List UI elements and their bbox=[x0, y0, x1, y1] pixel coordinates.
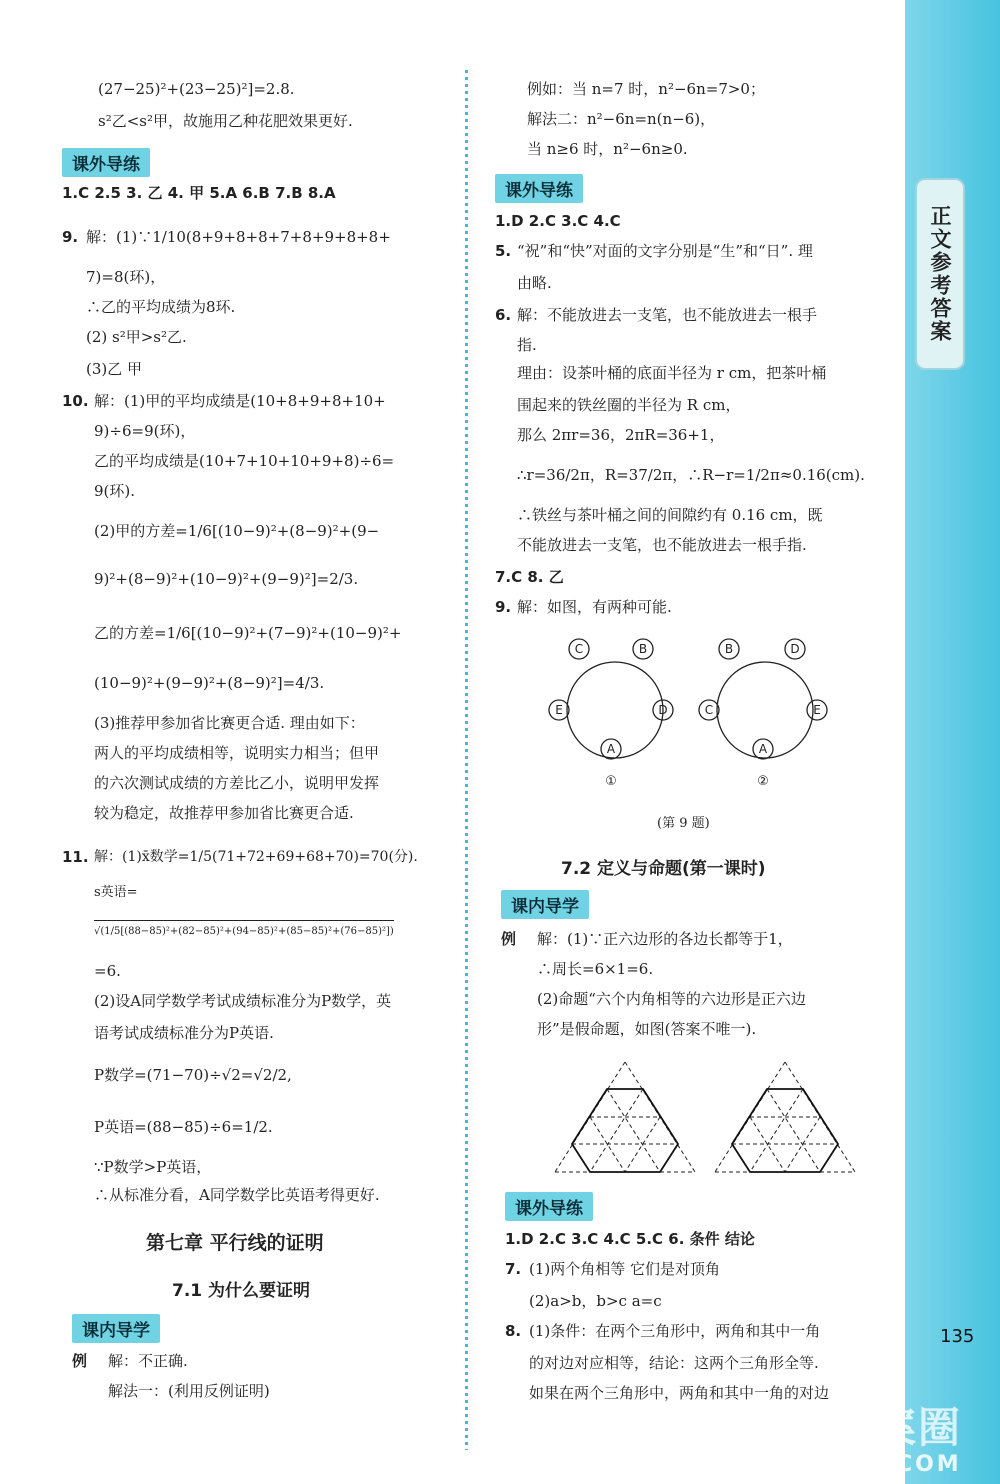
text-line: 形”是假命题，如图(答案不唯一). bbox=[537, 1020, 757, 1038]
fig1-label: C bbox=[574, 642, 584, 656]
triangle-grid-figure bbox=[545, 1052, 875, 1182]
section-tag: 课外导练 bbox=[505, 1192, 593, 1221]
text-line: P数学=(71−70)÷√2=√2/2, bbox=[94, 1066, 292, 1084]
text-line: 由略. bbox=[517, 274, 552, 292]
fig1-label: D bbox=[658, 703, 668, 717]
fig1-label: A bbox=[606, 742, 616, 756]
text-line: 解：(1)甲的平均成绩是(10+8+9+8+10+ bbox=[94, 392, 386, 410]
figure-caption: (第 9 题) bbox=[657, 816, 710, 831]
fig2-number: ② bbox=[757, 774, 769, 789]
text-line: (1)两个角相等 它们是对顶角 bbox=[529, 1260, 721, 1278]
text-line: 理由：设茶叶桶的底面半径为 r cm，把茶叶桶 bbox=[517, 364, 827, 382]
question-number: 6. bbox=[495, 306, 512, 324]
text-line: =6. bbox=[94, 962, 121, 980]
text-line: 例如：当 n=7 时，n²−6n=7>0； bbox=[527, 80, 765, 98]
text-line: (2) s²甲>s²乙. bbox=[86, 328, 187, 346]
answer-row: 1.D 2.C 3.C 4.C bbox=[495, 212, 621, 230]
text-line: 两人的平均成绩相等，说明实力相当；但甲 bbox=[94, 744, 380, 762]
text-line: ∴周长=6×1=6. bbox=[537, 960, 654, 978]
text-line: 较为稳定，故推荐甲参加省比赛更合适. bbox=[94, 804, 354, 822]
answer-row: 1.C 2.5 3. 乙 4. 甲 5.A 6.B 7.B 8.A bbox=[62, 184, 336, 202]
question-number: 9. bbox=[62, 228, 79, 246]
text-line: (10−9)²+(9−9)²+(8−9)²]=4/3. bbox=[94, 674, 325, 692]
fig2-label: A bbox=[758, 742, 768, 756]
text-line: √(1/5[(88−85)²+(82−85)²+(94−85)²+(85−85)²+(76−85)²]) bbox=[94, 920, 394, 943]
text-line: ∴从标准分看，A同学数学比英语考得更好. bbox=[94, 1186, 380, 1204]
question-number: 8. bbox=[505, 1322, 522, 1340]
question-number: 7. bbox=[505, 1260, 522, 1278]
answer-row: 1.D 2.C 3.C 4.C 5.C 6. 条件 结论 bbox=[505, 1230, 755, 1248]
text-line: 7)=8(环)， bbox=[86, 268, 166, 286]
side-tab-label: 正文参考答案 bbox=[915, 178, 965, 370]
text-line: 解：(1)x̄数学=1/5(71+72+69+68+70)=70(分). bbox=[94, 849, 418, 865]
text-line: ∵P数学>P英语， bbox=[94, 1158, 212, 1176]
fig2-label: E bbox=[813, 703, 821, 717]
section-tag: 课内导学 bbox=[501, 890, 589, 919]
question-number: 11. bbox=[62, 848, 89, 866]
text-line: (3)推荐甲参加省比赛更合适. 理由如下： bbox=[94, 714, 365, 732]
question-number: 9. bbox=[495, 598, 512, 616]
text-line: 解法二：n²−6n=n(n−6)， bbox=[527, 110, 716, 128]
text-line: s²乙<s²甲，故施用乙种花肥效果更好. bbox=[98, 112, 353, 130]
text-line: 围起来的铁丝圈的半径为 R cm， bbox=[517, 396, 741, 414]
answer-row: 7.C 8. 乙 bbox=[495, 568, 564, 586]
fig1-label: B bbox=[638, 642, 648, 656]
text-line: 如果在两个三角形中，两角和其中一角的对边 bbox=[529, 1384, 830, 1402]
page-number: 135 bbox=[940, 1326, 975, 1347]
text-line: 解：不能放进去一支笔，也不能放进去一根手 bbox=[517, 306, 818, 324]
text-line: 的六次测试成绩的方差比乙小，说明甲发挥 bbox=[94, 774, 380, 792]
text-line: s英语= bbox=[94, 885, 138, 900]
text-line: 解法一：(利用反例证明) bbox=[108, 1382, 270, 1400]
text-line: “祝”和“快”对面的文字分别是“生”和“日”. 理 bbox=[517, 242, 813, 260]
fig1-label: E bbox=[555, 703, 563, 717]
text-line: (2)甲的方差=1/6[(10−9)²+(8−9)²+(9− bbox=[94, 522, 380, 540]
text-line: ∴r=36/2π，R=37/2π，∴R−r=1/2π≈0.16(cm). bbox=[517, 466, 865, 484]
text-line: (2)命题“六个内角相等的六边形是正六边 bbox=[537, 990, 806, 1008]
text-line: 当 n≥6 时，n²−6n≥0. bbox=[527, 140, 688, 158]
text-line: ∴铁丝与茶叶桶之间的间隙约有 0.16 cm，既 bbox=[517, 506, 823, 524]
text-line: 9(环). bbox=[94, 482, 136, 500]
text-line: (27−25)²+(23−25)²]=2.8. bbox=[98, 80, 295, 98]
text-line: 解：(1)∵正六边形的各边长都等于1， bbox=[537, 930, 793, 948]
text-line: (2)设A同学数学考试成绩标准分为P数学，英 bbox=[94, 992, 392, 1010]
text-line: 语考试成绩标准分为P英语. bbox=[94, 1024, 274, 1042]
text-line: 乙的平均成绩是(10+7+10+10+9+8)÷6= bbox=[94, 452, 395, 470]
text-line: (2)a>b，b>c a=c bbox=[529, 1292, 662, 1310]
section-title: 7.1 为什么要证明 bbox=[172, 1281, 311, 1301]
section-title: 7.2 定义与命题(第一课时) bbox=[561, 859, 766, 879]
text-line: 指. bbox=[517, 336, 537, 354]
text-line: 9)²+(8−9)²+(10−9)²+(9−9)²]=2/3. bbox=[94, 570, 359, 588]
text-line: 解：(1)∵1/10(8+9+8+8+7+8+9+8+8+ bbox=[86, 228, 391, 246]
fig2-label: C bbox=[704, 703, 714, 717]
example-label: 例 bbox=[72, 1352, 88, 1370]
text-line: 不能放进去一支笔，也不能放进去一根手指. bbox=[517, 536, 807, 554]
section-tag: 课外导练 bbox=[62, 148, 150, 177]
watermark-url: MXQE.COM bbox=[800, 1452, 962, 1477]
section-tag: 课外导练 bbox=[495, 174, 583, 203]
text-line: (3)乙 甲 bbox=[86, 360, 143, 378]
text-line: 解：如图，有两种可能. bbox=[517, 598, 672, 616]
question-number: 5. bbox=[495, 242, 512, 260]
fig2-label: D bbox=[790, 642, 800, 656]
column-divider bbox=[465, 70, 468, 1450]
text-line: P英语=(88−85)÷6=1/2. bbox=[94, 1118, 273, 1136]
watermark-logo: 答案圈 bbox=[830, 1403, 963, 1452]
text-line: ∴乙的平均成绩为8环. bbox=[86, 298, 236, 316]
text-line: 乙的方差=1/6[(10−9)²+(7−9)²+(10−9)²+ bbox=[94, 624, 402, 642]
text-line: 的对边对应相等，结论：这两个三角形全等. bbox=[529, 1354, 819, 1372]
text-line: 那么 2πr=36，2πR=36+1， bbox=[517, 426, 725, 444]
figure-9-circles bbox=[535, 635, 835, 795]
section-tag: 课内导学 bbox=[72, 1314, 160, 1343]
fig1-number: ① bbox=[605, 774, 617, 789]
text-line: 9)÷6=9(环)， bbox=[94, 422, 196, 440]
chapter-title: 第七章 平行线的证明 bbox=[146, 1232, 324, 1254]
fig2-label: B bbox=[724, 642, 734, 656]
example-label: 例 bbox=[501, 930, 517, 948]
question-number: 10. bbox=[62, 392, 89, 410]
text-line: (1)条件：在两个三角形中，两角和其中一角 bbox=[529, 1322, 821, 1340]
text-line: 解：不正确. bbox=[108, 1352, 188, 1370]
